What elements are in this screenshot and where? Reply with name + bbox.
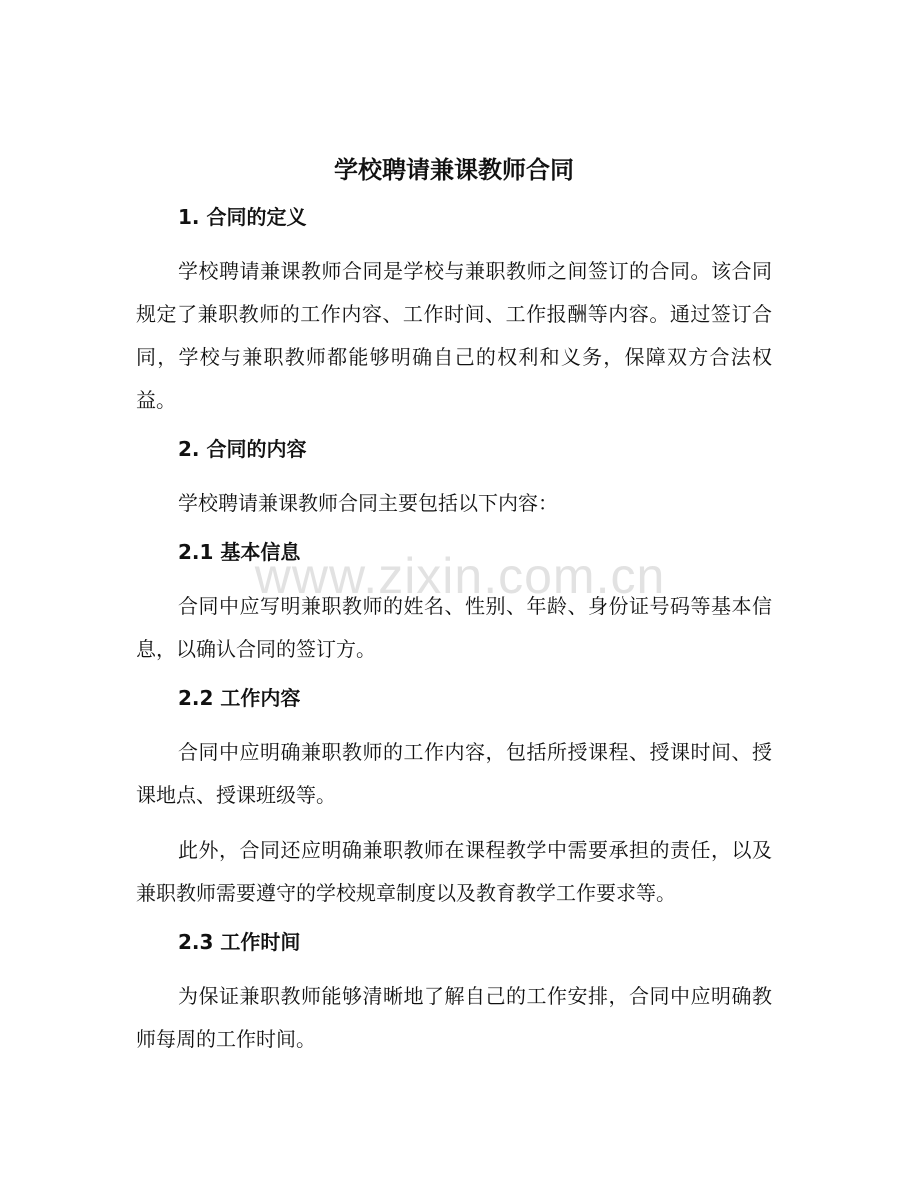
watermark-text: www.zixin.com.cn	[254, 548, 666, 604]
section-heading: 2.1 基本信息	[178, 540, 301, 564]
section-work-content	[136, 683, 772, 915]
section-paragraph: 学校聘请兼课教师合同主要包括以下内容：	[178, 491, 558, 515]
section-heading: 2. 合同的内容	[178, 437, 307, 461]
section-definition	[136, 202, 772, 422]
section-work-time	[136, 927, 772, 1061]
section-heading: 1. 合同的定义	[178, 205, 307, 229]
section-content	[136, 434, 772, 525]
section-paragraph: 学校聘请兼课教师合同是学校与兼职教师之间签订的合同。该合同规定了兼职教师的工作内容、工作时间、工作报酬等内容。通过签订合同，学校与兼职教师都能够明确自己的权利和义务，保障双方合法权益。	[136, 259, 772, 412]
section-heading: 2.2 工作内容	[178, 686, 301, 710]
section-paragraph: 合同中应写明兼职教师的姓名、性别、年龄、身份证号码等基本信息，以确认合同的签订方。	[136, 594, 772, 661]
document-title: 学校聘请兼课教师合同	[334, 156, 574, 184]
section-paragraph: 为保证兼职教师能够清晰地了解自己的工作安排，合同中应明确教师每周的工作时间。	[136, 984, 772, 1051]
section-paragraph: 合同中应明确兼职教师的工作内容，包括所授课程、授课时间、授课地点、授课班级等。	[136, 740, 772, 807]
section-basic-info	[136, 537, 772, 671]
section-heading: 2.3 工作时间	[178, 930, 301, 954]
section-paragraph: 此外，合同还应明确兼职教师在课程教学中需要承担的责任，以及兼职教师需要遵守的学校规章制度以及教育教学工作要求等。	[136, 838, 772, 905]
document-body	[136, 150, 772, 1073]
